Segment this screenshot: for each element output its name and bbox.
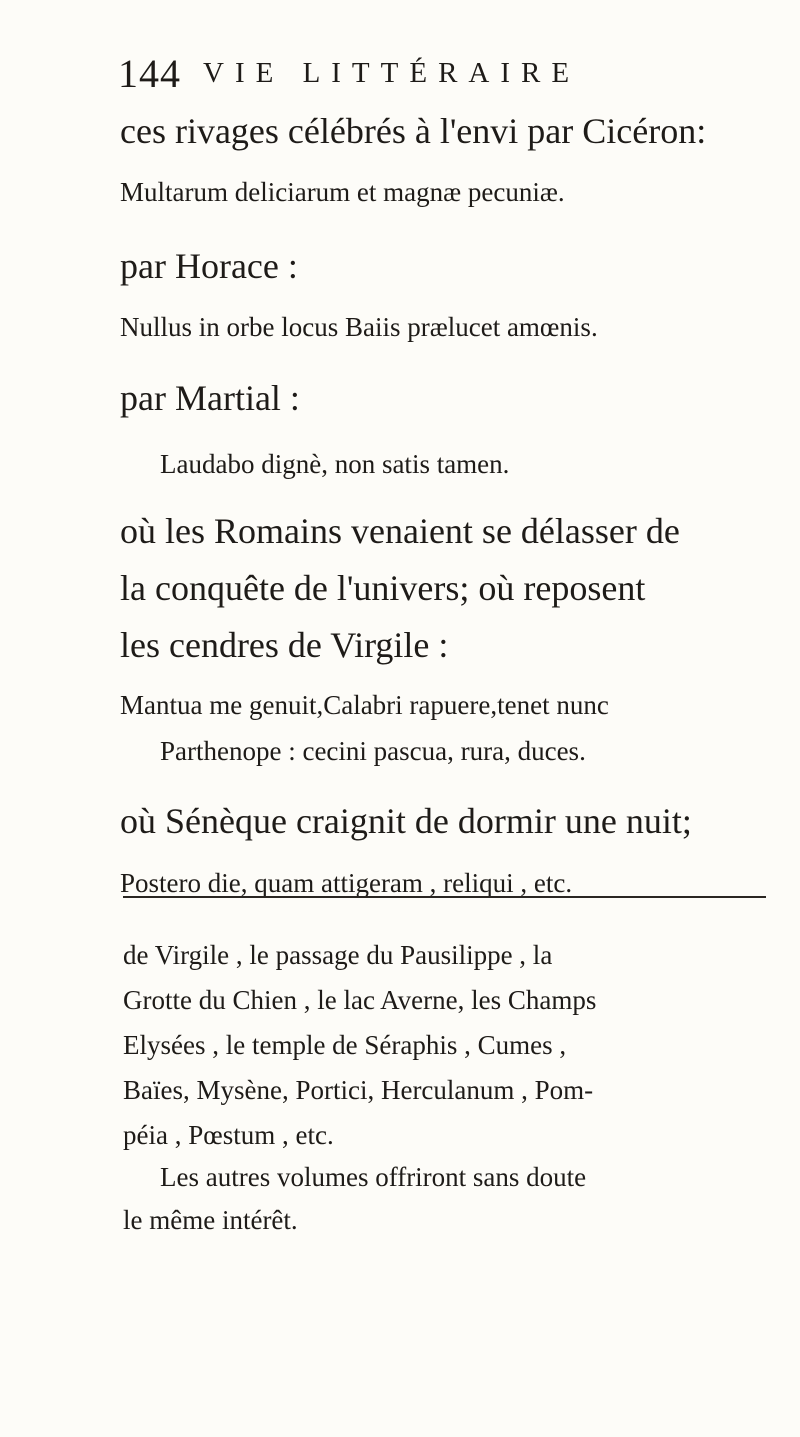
footnote-line: Grotte du Chien , le lac Averne, les Champs: [123, 985, 597, 1015]
latin-quote: Laudabo dignè, non satis tamen.: [160, 449, 510, 479]
footnote-line: Les autres volumes offriront sans doute: [160, 1162, 587, 1192]
page-header: [118, 50, 580, 97]
text-line: par Horace :: [120, 246, 298, 286]
footnote-divider: [123, 896, 766, 898]
text-line: ces rivages célébrés à l'envi par Cicéron:: [120, 111, 707, 151]
latin-quote: Postero die, quam attigeram , reliqui , etc.: [120, 868, 573, 898]
footnote-line: Elysées , le temple de Séraphis , Cumes ,: [123, 1030, 567, 1060]
text-line: où les Romains venaient se délasser de: [120, 511, 680, 551]
text-line: les cendres de Virgile :: [120, 625, 449, 665]
footnote-line: le même intérêt.: [123, 1205, 298, 1235]
footnote-line: péia , Pœstum , etc.: [123, 1120, 334, 1150]
text-line: par Martial :: [120, 378, 300, 418]
page-number: 144: [118, 51, 181, 96]
latin-quote: Mantua me genuit,Calabri rapuere,tenet nunc: [120, 690, 609, 720]
running-title: VIE LITTÉRAIRE: [203, 57, 581, 89]
latin-quote: Nullus in orbe locus Baiis prælucet amœnis.: [120, 312, 598, 342]
latin-quote: Parthenope : cecini pascua, rura, duces.: [160, 736, 586, 766]
text-line: la conquête de l'univers; où reposent: [120, 568, 646, 608]
latin-quote: Multarum deliciarum et magnæ pecuniæ.: [120, 177, 565, 207]
footnote-line: de Virgile , le passage du Pausilippe , la: [123, 940, 553, 970]
text-line: où Sénèque craignit de dormir une nuit;: [120, 801, 692, 841]
footnote-line: Baïes, Mysène, Portici, Herculanum , Pom-: [123, 1075, 594, 1105]
